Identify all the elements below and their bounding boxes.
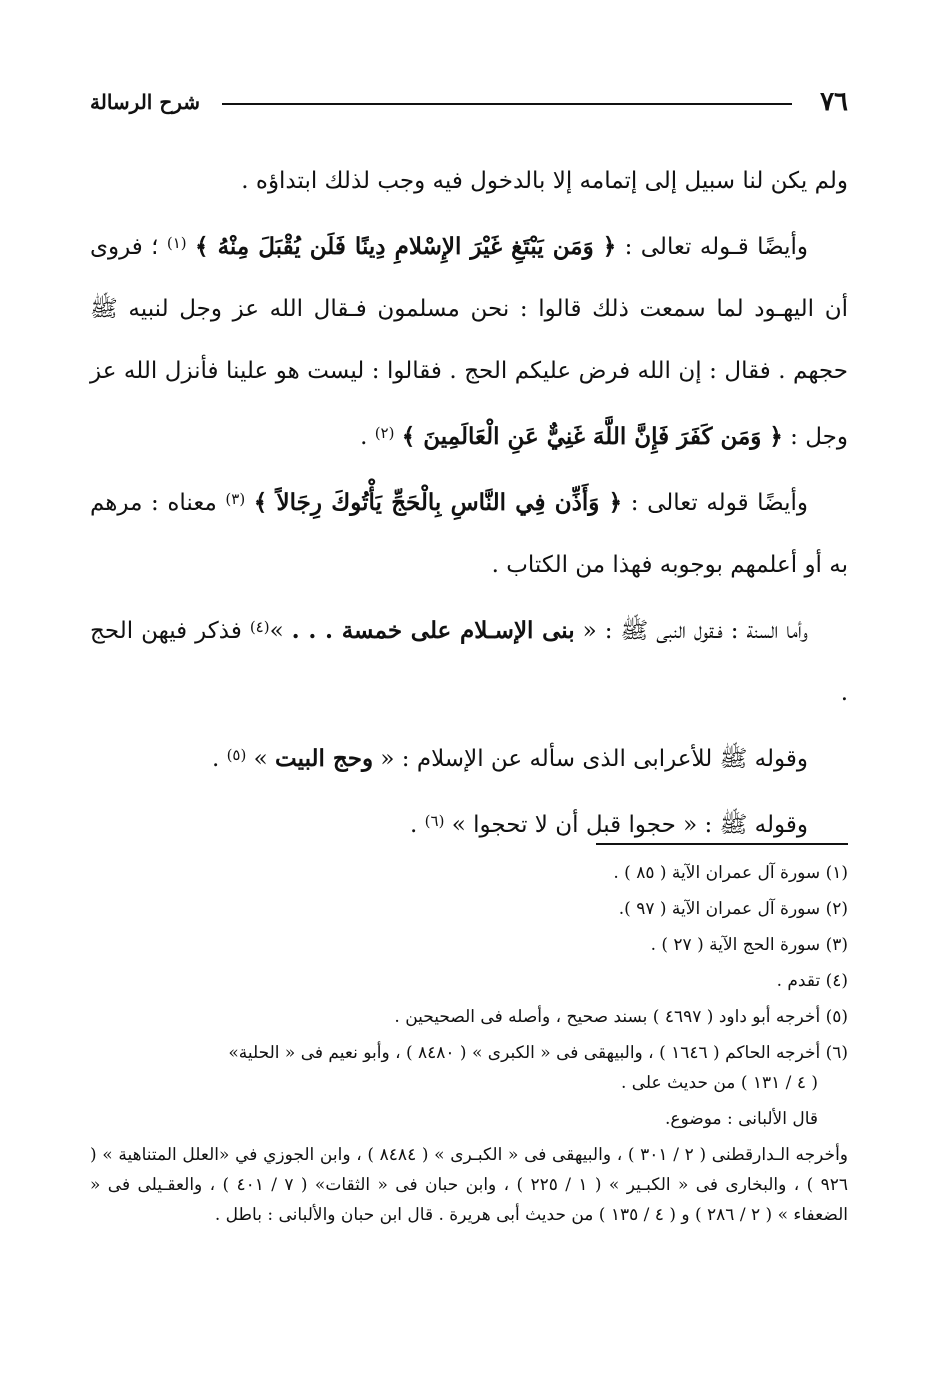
paragraph-5: وقوله ﷺ للأعرابى الذى سأله عن الإسلام : « وحج البيت » $^{(٥)}$ . (211, 745, 808, 772)
footnote-4: (٤) تقدم . (776, 971, 848, 991)
paragraph-3: وأيضًا قوله تعالى : ﴿ وَأَذِّن فِي النَّاسِ بِالْحَجِّ يَأْتُوكَ رِجَالاً ﴾ $^{(٣)}$ معناه : مرهم به أو أعلمهم بوجوبه فهذا من الكتاب . (90, 489, 848, 578)
footnote-1: (١) سورة آل عمران الآية ( ٨٥ ) . (613, 863, 848, 883)
page-header (90, 82, 848, 122)
footnote-6-more: وأخرجه الـدارقطنى ( ٢ / ٣٠١ ) ، والبيهقى فى « الكبـرى » ( ٨٤٨٤ ) ، وابن الجوزي في «العلل المتناهية » ( ٩٢٦ ) ، والبخارى فى « الكبـير » ( ١ / ٢٢٥ ) ، وابن حبان فى « الثقات» ( ٧ / ٤٠١ ) ، والعقـيلى فى « الضعفاء » ( ٢ / ٢٨٦ ) و ( ٤ / ١٣٥ ) من حديث أبى هريرة . قال ابن حبان والألبانى : باطل . (90, 1145, 848, 1225)
footnote-ref: (٥) (226, 746, 247, 764)
paragraph-4: وأما السنة : فـقول النبى ﷺ : « بنى الإسـلام على خمسة . . . »$^{(٤)}$ فذكر فيهن الحج . (90, 617, 848, 706)
hadith-text: وحج البيت (275, 745, 374, 772)
page-number: ٧٦ (820, 87, 848, 117)
footnote-6-continuation: ( ٤ / ١٣١ ) من حديث على . (620, 1073, 818, 1093)
hadith-text: بنى الإسـلام على خمسة . . . (291, 617, 575, 644)
paragraph-6: وقوله ﷺ : « حجوا قبل أن لا تحجوا » $^{(٦)}$ . (410, 812, 808, 838)
running-title: شرح الرسالة (90, 90, 201, 114)
footnote-2: (٢) سورة آل عمران الآية ( ٩٧ ). (618, 899, 848, 919)
footnote-ref: (١) (166, 234, 187, 252)
quran-verse: ﴿ وَمَن كَفَرَ فَإِنَّ اللَّهَ غَنِيٌّ عَنِ الْعَالَمِينَ ﴾ (401, 423, 783, 450)
footnote-separator (596, 843, 848, 845)
footnotes (90, 858, 848, 1236)
footnote-6-albani: قال الألبانى : موضوع. (664, 1109, 818, 1129)
paragraph-1: ولم يكن لنا سبيل إلى إتمامه إلا بالدخول فيه وجب لذلك ابتداؤه . (241, 168, 848, 194)
header-rule (222, 103, 792, 105)
paragraph-2: وأيضًا قـوله تعالى : ﴿ وَمَن يَبْتَغِ غَيْرَ الإِسْلامِ دِينًا فَلَن يُقْبَلَ مِنْهُ ﴾ $^{(١)}$ ؛ فروى أن اليهـود لما سمعت ذلك قالوا : نحن مسلمون فـقال الله عز وجل لنبيه ﷺ حجهم . فقال : إن الله فرض عليكم الحج . فقالوا : ليست هو علينا فأنزل الله عز وجل : ﴿ وَمَن كَفَرَ فَإِنَّ اللَّهَ غَنِيٌّ عَنِ الْعَالَمِينَ ﴾ $^{(٢)}$ . (90, 233, 848, 450)
footnote-5: (٥) أخرجه أبو داود ( ٤٦٩٧ ) بسند صحيح ، وأصله فى الصحيحين . (394, 1007, 848, 1027)
main-text (90, 150, 848, 856)
footnote-ref: (٤) (249, 618, 270, 636)
quran-verse: ﴿ وَمَن يَبْتَغِ غَيْرَ الإِسْلامِ دِينًا فَلَن يُقْبَلَ مِنْهُ ﴾ (195, 233, 617, 260)
footnote-ref: (٦) (424, 812, 445, 830)
footnote-6: (٦) أخرجه الحاكم ( ١٦٤٦ ) ، والبيهقى فى « الكبرى » ( ٨٤٨٠ ) ، وأبو نعيم فى « الحلية» (228, 1043, 848, 1063)
footnote-3: (٣) سورة الحج الآية ( ٢٧ ) . (650, 935, 848, 955)
footnote-ref: (٣) (225, 490, 246, 508)
footnote-ref: (٢) (374, 424, 395, 442)
quran-verse: ﴿ وَأَذِّن فِي النَّاسِ بِالْحَجِّ يَأْتُوكَ رِجَالاً ﴾ (253, 489, 623, 516)
